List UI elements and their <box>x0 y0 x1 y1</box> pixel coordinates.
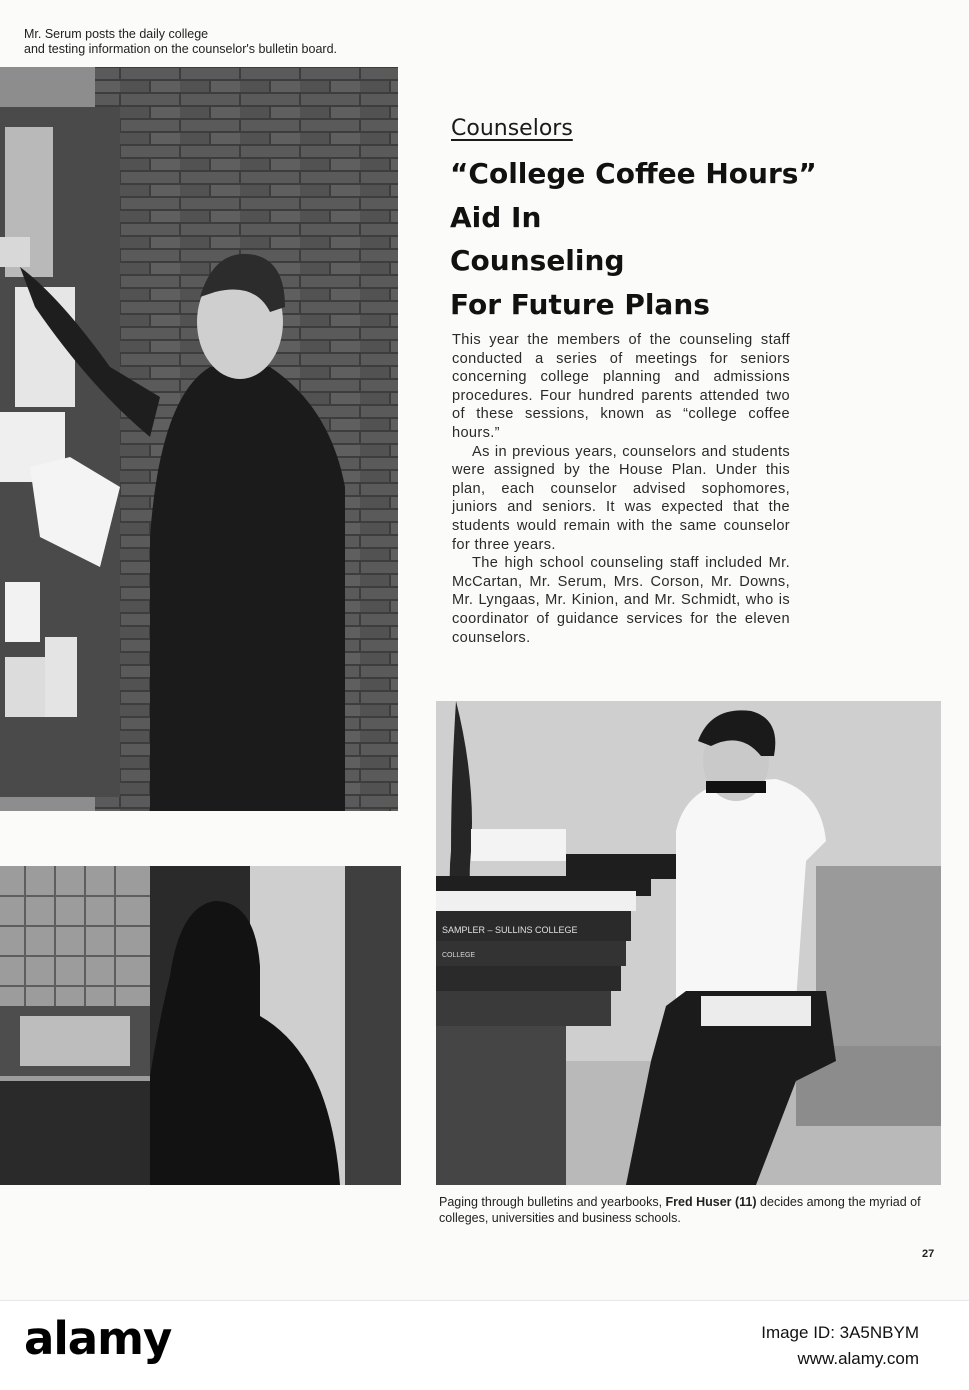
headline-line-2: Aid In <box>450 200 542 234</box>
article-body <box>452 331 790 647</box>
watermark-url: www.alamy.com <box>797 1349 919 1368</box>
article-paragraph-2: As in previous years, counselors and students were assigned by the House Plan. Under this plan, each counselor advised sophomores, juniors and seniors. It was expected that the students would remain with the same counselor for three years. <box>452 443 790 553</box>
student-reading-photo <box>436 701 941 1185</box>
top-caption-line-2: and testing information on the counselor's bulletin board. <box>24 42 338 56</box>
top-photo-caption <box>24 27 404 57</box>
window-silhouette-photo <box>0 866 401 1185</box>
page-number: 27 <box>922 1248 935 1260</box>
headline-line-1: “College Coffee Hours” <box>450 157 817 190</box>
article-paragraph-1: This year the members of the counseling staff conducted a series of meetings for seniors concerning college planning and admissions procedures. Four hundred parents attended two of these sessions, known as “college coffee hours.” <box>452 332 790 441</box>
bottom-photo-caption <box>439 1195 944 1226</box>
book-spine-label-1: SAMPLER – SULLINS COLLEGE <box>442 925 578 935</box>
section-label: Counselors <box>451 116 573 141</box>
top-caption-line-1: Mr. Serum posts the daily college <box>24 27 209 41</box>
headline-line-3: Counseling <box>450 244 625 277</box>
headline <box>450 152 850 326</box>
alamy-logo: alamy <box>24 1312 172 1365</box>
article-paragraph-3: The high school counseling staff included Mr. McCartan, Mr. Serum, Mrs. Corson, Mr. Downs, Mr. Lyngaas, Mr. Kinion, and Mr. Schmidt, who is coordinator of guidance services for the eleven counselors. <box>452 555 790 646</box>
book-spine-label-2: COLLEGE <box>442 952 476 959</box>
headline-line-4: For Future Plans <box>450 287 710 321</box>
bottom-caption-tail: decides among the myriad of colleges, universities and business schools. <box>439 1195 921 1225</box>
image-id-label: Image ID: 3A5NBYM <box>761 1323 919 1342</box>
bulletin-board-photo <box>0 67 398 811</box>
student-name: Fred Huser (11) <box>665 1195 757 1209</box>
bottom-caption-lead: Paging through bulletins and yearbooks, <box>439 1195 666 1209</box>
